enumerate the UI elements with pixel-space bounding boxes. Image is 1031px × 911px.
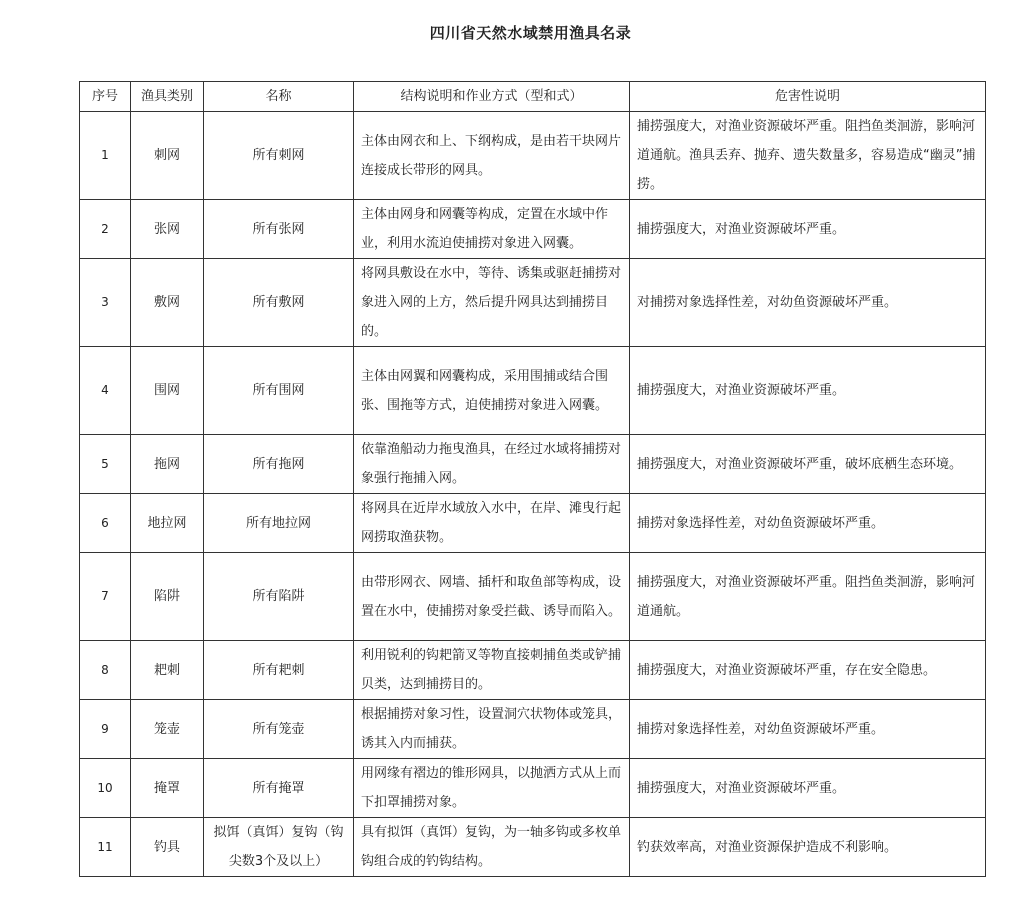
row-name: 所有耙刺 [204, 641, 354, 700]
row-no: 4 [80, 347, 131, 435]
row-harm: 捕捞强度大，对渔业资源破坏严重。阻挡鱼类洄游，影响河道通航。渔具丢弃、抛弃、遗失数量多，容易造成“幽灵”捕捞。 [630, 112, 986, 200]
row-category: 围网 [131, 347, 204, 435]
banned-fishing-gear-table [79, 81, 986, 877]
row-structure: 将网具在近岸水域放入水中，在岸、滩曳行起网捞取渔获物。 [354, 494, 630, 553]
row-no: 6 [80, 494, 131, 553]
header-harm: 危害性说明 [630, 82, 986, 112]
row-harm: 捕捞对象选择性差，对幼鱼资源破坏严重。 [630, 494, 986, 553]
header-category: 渔具类别 [131, 82, 204, 112]
row-structure: 主体由网翼和网囊构成，采用围捕或结合围张、围拖等方式，迫使捕捞对象进入网囊。 [354, 347, 630, 435]
document-title: 四川省天然水域禁用渔具名录 [429, 24, 632, 42]
row-no: 9 [80, 700, 131, 759]
row-no: 2 [80, 200, 131, 259]
header-no: 序号 [80, 82, 131, 112]
row-name: 所有围网 [204, 347, 354, 435]
row-harm: 捕捞强度大，对渔业资源破坏严重。 [630, 347, 986, 435]
header-name: 名称 [204, 82, 354, 112]
row-name: 所有陷阱 [204, 553, 354, 641]
row-category: 地拉网 [131, 494, 204, 553]
row-harm: 对捕捞对象选择性差，对幼鱼资源破坏严重。 [630, 259, 986, 347]
row-name: 拟饵（真饵）复钩（钩尖数3个及以上） [204, 818, 354, 877]
row-no: 1 [80, 112, 131, 200]
row-category: 掩罩 [131, 759, 204, 818]
table-row [80, 759, 986, 818]
row-category: 笼壶 [131, 700, 204, 759]
table-row [80, 700, 986, 759]
table-row [80, 112, 986, 200]
row-no: 5 [80, 435, 131, 494]
row-harm: 捕捞对象选择性差，对幼鱼资源破坏严重。 [630, 700, 986, 759]
row-structure: 根据捕捞对象习性，设置洞穴状物体或笼具，诱其入内而捕获。 [354, 700, 630, 759]
row-category: 刺网 [131, 112, 204, 200]
row-harm: 捕捞强度大，对渔业资源破坏严重。阻挡鱼类洄游，影响河道通航。 [630, 553, 986, 641]
row-name: 所有刺网 [204, 112, 354, 200]
table-body [80, 112, 986, 877]
row-harm: 钓获效率高，对渔业资源保护造成不利影响。 [630, 818, 986, 877]
row-structure: 利用锐利的钩耙箭叉等物直接刺捕鱼类或铲捕贝类，达到捕捞目的。 [354, 641, 630, 700]
row-category: 张网 [131, 200, 204, 259]
row-category: 拖网 [131, 435, 204, 494]
row-harm: 捕捞强度大，对渔业资源破坏严重，破坏底栖生态环境。 [630, 435, 986, 494]
row-harm: 捕捞强度大，对渔业资源破坏严重。 [630, 200, 986, 259]
row-structure: 主体由网身和网囊等构成，定置在水域中作业，利用水流迫使捕捞对象进入网囊。 [354, 200, 630, 259]
row-name: 所有地拉网 [204, 494, 354, 553]
table-row [80, 553, 986, 641]
table-header [80, 82, 986, 112]
row-structure: 将网具敷设在水中，等待、诱集或驱赶捕捞对象进入网的上方，然后提升网具达到捕捞目的。 [354, 259, 630, 347]
table-row [80, 200, 986, 259]
row-name: 所有敷网 [204, 259, 354, 347]
row-category: 耙刺 [131, 641, 204, 700]
row-name: 所有笼壶 [204, 700, 354, 759]
row-no: 10 [80, 759, 131, 818]
row-no: 8 [80, 641, 131, 700]
table-row [80, 494, 986, 553]
row-structure: 由带形网衣、网墙、插杆和取鱼部等构成，设置在水中，使捕捞对象受拦截、诱导而陷入。 [354, 553, 630, 641]
table-row [80, 818, 986, 877]
row-harm: 捕捞强度大，对渔业资源破坏严重，存在安全隐患。 [630, 641, 986, 700]
table-row [80, 641, 986, 700]
row-name: 所有拖网 [204, 435, 354, 494]
row-structure: 依靠渔船动力拖曳渔具，在经过水域将捕捞对象强行拖捕入网。 [354, 435, 630, 494]
row-no: 11 [80, 818, 131, 877]
table-row [80, 435, 986, 494]
row-structure: 主体由网衣和上、下纲构成，是由若干块网片连接成长带形的网具。 [354, 112, 630, 200]
table-row [80, 347, 986, 435]
row-category: 敷网 [131, 259, 204, 347]
row-harm: 捕捞强度大，对渔业资源破坏严重。 [630, 759, 986, 818]
row-name: 所有掩罩 [204, 759, 354, 818]
table-row [80, 259, 986, 347]
row-no: 3 [80, 259, 131, 347]
row-no: 7 [80, 553, 131, 641]
header-row [80, 82, 986, 112]
row-category: 陷阱 [131, 553, 204, 641]
row-structure: 具有拟饵（真饵）复钩，为一轴多钩或多枚单钩组合成的钓钩结构。 [354, 818, 630, 877]
row-category: 钓具 [131, 818, 204, 877]
row-name: 所有张网 [204, 200, 354, 259]
row-structure: 用网缘有褶边的锥形网具，以抛洒方式从上而下扣罩捕捞对象。 [354, 759, 630, 818]
header-structure: 结构说明和作业方式（型和式） [354, 82, 630, 112]
